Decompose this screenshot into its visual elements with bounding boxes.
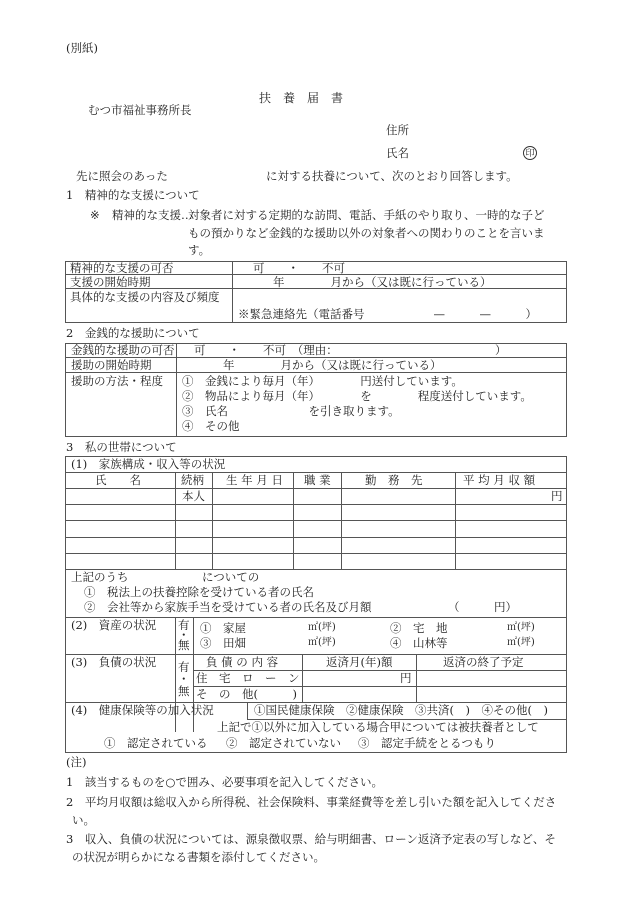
- row-label: 支援の開始時期: [70, 275, 151, 289]
- divider: [416, 654, 417, 702]
- divider: [65, 569, 567, 570]
- note-line-3: す。: [188, 243, 211, 257]
- asset-unit: ㎡(坪): [308, 622, 336, 633]
- divider: [65, 372, 567, 373]
- seal-icon: 印: [523, 146, 537, 160]
- asset-unit: ㎡(坪): [308, 637, 336, 648]
- assets-dot: ・: [178, 628, 190, 642]
- note-term: 精神的な支援…: [112, 208, 193, 222]
- address-label: 住所: [386, 123, 409, 137]
- document-title: 扶 養 届 書: [259, 91, 344, 105]
- divider: [232, 261, 233, 323]
- debt-row-label: 住 宅 ロ ー ン: [196, 671, 300, 685]
- insurance-note: 上記で①以外に加入している場合甲については被扶養者として: [217, 720, 539, 734]
- debt-dot: ・: [178, 672, 190, 686]
- addressee: むつ市福祉事務所長: [88, 103, 192, 117]
- reason-close: ）: [495, 343, 507, 357]
- notes-heading: (注): [66, 755, 87, 769]
- column-header: 勤 務 先: [365, 473, 423, 487]
- divider: [65, 488, 567, 489]
- method-option[interactable]: ② 物品により毎月（年） を 程度送付しています。: [182, 389, 532, 403]
- allowance-item: ② 会社等から家族手当を受けている者の氏名及び月額: [84, 600, 372, 614]
- debt-yen: 円: [400, 671, 412, 685]
- note-line-1: 対象者に対する定期的な訪問、電話、手紙のやり取り、一時的な子ど: [188, 208, 545, 222]
- self-relation: 本人: [182, 489, 205, 503]
- divider: [302, 654, 303, 702]
- column-header: 続柄: [181, 473, 204, 487]
- column-header: 職 業: [304, 473, 331, 487]
- allowance-amount[interactable]: （ 円）: [448, 600, 517, 614]
- divider: [212, 472, 213, 569]
- method-option[interactable]: ③ 氏名 を引き取ります。: [182, 404, 400, 418]
- row-label: 金銭的な援助の可否: [71, 343, 175, 357]
- recognition-option[interactable]: ② 認定されていない: [226, 736, 341, 750]
- assets-no[interactable]: 無: [178, 638, 190, 652]
- insurance-options[interactable]: ①国民健康保険 ②健康保険 ③共済( ) ④その他( ): [254, 703, 548, 717]
- support-availability[interactable]: 可 ・ 不可: [253, 261, 345, 275]
- row-label: 援助の開始時期: [71, 358, 152, 372]
- asset-item: ① 家屋: [200, 621, 246, 635]
- intro-right: に対する扶養について、次のとおり回答します。: [266, 169, 518, 183]
- emergency-contact[interactable]: ※緊急連絡先（電話番号 — — ）: [238, 307, 537, 321]
- divider: [65, 553, 567, 554]
- divider: [455, 472, 456, 569]
- assets-label: (2) 資産の状況: [71, 618, 157, 632]
- section2-heading: 2 金銭的な援助について: [66, 326, 200, 340]
- debt-header: 負 債 の 内 容: [206, 655, 279, 669]
- tax-item: ① 税法上の扶養控除を受けている者の氏名: [84, 585, 314, 599]
- assets-yes[interactable]: 有: [178, 618, 190, 632]
- debt-label: (3) 負債の状況: [71, 655, 157, 669]
- divider: [247, 702, 248, 719]
- note-line-2: もの預かりなど金銭的な援助以外の対象者への関わりのことを言いま: [188, 226, 545, 240]
- insurance-label: (4) 健康保険等の加入状況: [71, 703, 214, 717]
- section1-heading: 1 精神的な支援について: [66, 188, 200, 202]
- divider: [341, 472, 342, 569]
- column-header: 氏 名: [95, 473, 141, 487]
- debt-yes[interactable]: 有: [178, 660, 190, 674]
- note-item: 2 平均月収額は総収入から所得税、社会保険料、事業経費等を差し引いた額を記入してくださ: [66, 795, 557, 809]
- debt-no[interactable]: 無: [178, 684, 190, 698]
- note-mark: ※: [90, 208, 100, 222]
- column-header: 生 年 月 日: [226, 473, 283, 487]
- note-item: 1 該当するものを○で囲み、必要事項を記入してください。: [66, 775, 384, 789]
- financial-start[interactable]: 年 月から（又は既に行っている）: [223, 358, 442, 372]
- row-label: 精神的な支援の可否: [70, 261, 174, 275]
- attachment-label: (別紙): [66, 41, 98, 55]
- asset-item: ② 宅 地: [390, 621, 448, 635]
- intro-left: 先に照会のあった: [76, 169, 168, 183]
- asset-item: ③ 田畑: [200, 636, 246, 650]
- row-label: 具体的な支援の内容及び頻度: [70, 290, 220, 304]
- row-label: 援助の方法・程度: [71, 374, 163, 388]
- divider: [65, 537, 567, 538]
- asset-item: ④ 山林等: [390, 636, 448, 650]
- among-left: 上記のうち: [71, 570, 129, 584]
- support-start[interactable]: 年 月から（又は既に行っている）: [273, 275, 492, 289]
- asset-unit: ㎡(坪): [507, 637, 535, 648]
- debt-header: 返済月(年)額: [326, 655, 393, 669]
- note-item: い。: [72, 813, 95, 827]
- asset-unit: ㎡(坪): [507, 622, 535, 633]
- method-option[interactable]: ④ その他: [182, 419, 240, 433]
- method-option[interactable]: ① 金銭により毎月（年） 円送付しています。: [182, 374, 463, 388]
- divider: [175, 472, 176, 569]
- divider: [65, 504, 567, 505]
- name-label: 氏名: [386, 146, 409, 160]
- financial-availability[interactable]: 可 ・ 不可 （理由：: [194, 343, 338, 357]
- debt-header: 返済の終了予定: [443, 655, 524, 669]
- column-header: 平 均 月 収 額: [463, 473, 536, 487]
- recognition-option[interactable]: ① 認定されている: [104, 736, 208, 750]
- note-item: 3 収入、負債の状況については、源泉徴収票、給与明細書、ローン返済予定表の写しなど、そ: [66, 832, 556, 846]
- among-right: についての: [202, 570, 260, 584]
- divider: [65, 520, 567, 521]
- recognition-option[interactable]: ③ 認定手続をとるつもり: [358, 736, 496, 750]
- yen-unit: 円: [551, 489, 563, 503]
- debt-row-label: そ の 他( ): [196, 687, 297, 701]
- note-item: の状況が明らかになる書類を添付してください。: [72, 850, 325, 864]
- divider: [293, 472, 294, 569]
- family-title: (1) 家族構成・収入等の状況: [71, 457, 226, 471]
- section3-heading: 3 私の世帯について: [66, 440, 177, 454]
